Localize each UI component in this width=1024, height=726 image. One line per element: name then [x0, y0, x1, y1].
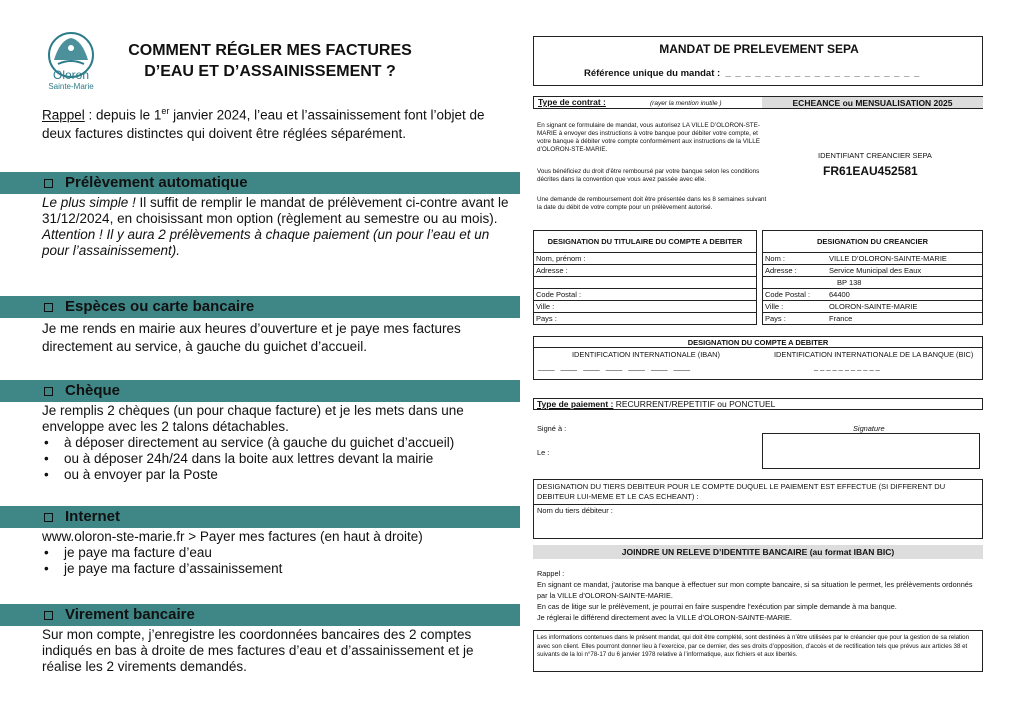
- mandate-paragraph-1: En signant ce formulaire de mandat, vous autorisez LA VILLE D’OLORON-STE-MARIE à envoyer des instructions à votre banque pour débiter votre compte, et votre banque à débiter votre compte conformément aux instructions de la VILLE d’OLORON-STE-MARIE.: [537, 122, 760, 153]
- bic-label: IDENTIFICATION INTERNATIONALE DE LA BANQUE (BIC): [774, 350, 974, 359]
- signature-label: Signature: [853, 424, 885, 433]
- signature-box[interactable]: [762, 433, 980, 469]
- checkbox-icon: [44, 611, 53, 620]
- list-item: • je paye ma facture d’eau: [42, 545, 512, 561]
- mandate-reminder: [537, 568, 977, 623]
- third-party-name-field[interactable]: Nom du tiers débiteur :: [537, 506, 613, 515]
- creditor-row: [763, 289, 982, 301]
- payment-type-row: [533, 398, 983, 410]
- section-title-prelevement: [44, 172, 248, 194]
- logo-text: [40, 70, 102, 92]
- field-label: Adresse :: [765, 266, 797, 275]
- date-label: Le :: [537, 448, 550, 457]
- list-item: • ou à déposer 24h/24 dans la boite aux lettres devant la mairie: [42, 451, 512, 467]
- section-title-text: Virement bancaire: [65, 606, 195, 623]
- title-line-2: D’EAU ET D’ASSAINISSEMENT ?: [144, 63, 396, 80]
- field-label: Adresse :: [536, 266, 568, 275]
- intro-italic: Le plus simple !: [42, 195, 136, 210]
- payment-type-label: Type de paiement :: [537, 399, 614, 409]
- logo-name: Oloron: [52, 68, 90, 82]
- checkbox-icon: [44, 179, 53, 188]
- field-label: Code Postal :: [765, 290, 811, 299]
- internet-list: [42, 545, 512, 577]
- page-title: [120, 40, 420, 82]
- account-to-debit-box: [533, 336, 983, 380]
- holder-address-field[interactable]: [534, 265, 756, 277]
- field-label: Ville :: [536, 302, 555, 311]
- creditor-id-label: IDENTIFIANT CREANCIER SEPA: [818, 151, 932, 160]
- rappel-paragraph: [42, 102, 512, 143]
- signed-at-label: Signé à :: [537, 424, 567, 433]
- section-body-virement: Sur mon compte, j’enregistre les coordonnées bancaires des 2 comptes indiqués en bas à droite de mes factures d’eau et d’assainissement et je réalise les 2 virements demandés.: [42, 627, 474, 674]
- reference-label: Référence unique du mandat :: [584, 68, 721, 79]
- section-title-virement: [44, 604, 195, 626]
- mandate-paragraph-3: Une demande de remboursement doit être présentée dans les 8 semaines suivant la date du débit de votre compte pour un prélèvement autorisé.: [537, 196, 767, 211]
- field-value: OLORON-SAINTE-MARIE: [829, 302, 918, 311]
- internet-link[interactable]: www.oloron-ste-marie.fr > Payer mes factures (en haut à droite): [42, 529, 423, 544]
- field-value: France: [829, 314, 853, 323]
- creditor-row: [763, 301, 982, 313]
- checkbox-icon: [44, 513, 53, 522]
- field-value: Service Municipal des Eaux: [829, 266, 922, 275]
- mandate-title: MANDAT DE PRELEVEMENT SEPA: [659, 42, 859, 56]
- list-item: • à déposer directement au service (à gauche du guichet d’accueil): [42, 435, 512, 451]
- cheque-text: Je remplis 2 chèques (un pour chaque facture) et je les mets dans une enveloppe avec les 2 talons détachables.: [42, 403, 464, 434]
- holder-name-field[interactable]: [534, 253, 756, 265]
- list-item: • ou à envoyer par la Poste: [42, 467, 512, 483]
- logo-sub: Sainte-Marie: [48, 82, 94, 91]
- account-holder-header: DESIGNATION DU TITULAIRE DU COMPTE A DEBITER: [534, 231, 756, 253]
- list-item: • je paye ma facture d’assainissement: [42, 561, 512, 577]
- rappel-text-1: : depuis le 1: [84, 107, 162, 123]
- holder-address-line-2[interactable]: [534, 277, 756, 289]
- contract-type-label: Type de contrat :: [538, 97, 606, 107]
- account-to-debit-header: DESIGNATION DU COMPTE A DEBITER: [534, 337, 982, 348]
- section-body-internet: [42, 529, 512, 577]
- iban-field[interactable]: ____ ____ ____ ____ ____ ____ ____: [538, 362, 691, 371]
- field-label: Nom :: [765, 254, 786, 263]
- section-title-text: Espèces ou carte bancaire: [65, 298, 255, 315]
- field-value: VILLE D’OLORON-SAINTE-MARIE: [829, 254, 947, 263]
- contract-type-row: [533, 96, 983, 109]
- section-title-especes: [44, 296, 254, 318]
- field-label: Nom, prénom :: [536, 254, 586, 263]
- holder-postal-field[interactable]: [534, 289, 756, 301]
- creditor-row: [763, 253, 982, 265]
- iban-label: IDENTIFICATION INTERNATIONALE (IBAN): [572, 350, 720, 359]
- contract-type-hint: (rayer la mention inutile ): [650, 100, 722, 107]
- field-value: 64400: [829, 290, 850, 299]
- reminder-line: Rappel :: [537, 569, 565, 578]
- creditor-row: [763, 265, 982, 277]
- field-label: Code Postal :: [536, 290, 582, 299]
- field-label: Pays :: [536, 314, 557, 323]
- privacy-info-box: Les informations contenues dans le présent mandat, qui doit être complété, sont destinées à n’être utilisées par le créancier que pour la gestion de sa relation avec son client. Elles pourront donner lieu à l’exercice, par ce dernier, des ses droits d’opposition, d’accès et de rectification tels que prévus aux articles 38 et suivants de la loi n°78-17 du 6 janvier 1978 relative à l’informatique, aux fichiers et aux libertés.: [533, 630, 983, 672]
- rib-bar: JOINDRE UN RELEVE D’IDENTITE BANCAIRE (au format IBAN BIC): [533, 545, 983, 559]
- mandate-header-box: [533, 36, 983, 86]
- checkbox-icon: [44, 303, 53, 312]
- payment-type-value[interactable]: RECURRENT/REPETITIF ou PONCTUEL: [613, 399, 776, 409]
- creditor-box: [762, 230, 983, 325]
- account-holder-box: [533, 230, 757, 325]
- reference-field[interactable]: _ _ _ _ _ _ _ _ _ _ _ _ _ _ _ _ _ _ _ _: [725, 68, 921, 79]
- creditor-header: DESIGNATION DU CREANCIER: [763, 231, 982, 253]
- section-title-cheque: [44, 380, 120, 402]
- creditor-id-value: FR61EAU452581: [823, 164, 918, 178]
- section-body-prelevement: [42, 195, 512, 259]
- rappel-label: Rappel: [42, 107, 85, 123]
- field-label: Ville :: [765, 302, 784, 311]
- section-body-especes: Je me rends en mairie aux heures d’ouverture et je paye mes factures directement au service, à gauche du guichet d’accueil.: [42, 321, 461, 354]
- creditor-row: [763, 277, 982, 289]
- cheque-list: [42, 435, 512, 483]
- creditor-row: [763, 313, 982, 325]
- section-body-cheque: [42, 403, 512, 483]
- section-title-text: Chèque: [65, 382, 121, 399]
- checkbox-icon: [44, 387, 53, 396]
- field-value: BP 138: [837, 278, 862, 287]
- mandate-reference: [584, 69, 920, 78]
- reminder-line: En signant ce mandat, j’autorise ma banque à effectuer sur mon compte bancaire, si sa situation le permet, les prélèvements ordonnés par la VILLE d’OLORON-SAINTE-MARIE.: [537, 580, 973, 600]
- section-title-text: Internet: [65, 508, 121, 525]
- third-party-text: DESIGNATION DU TIERS DEBITEUR POUR LE COMPTE DUQUEL LE PAIEMENT EST EFFECTUE (SI DIFFERENT DU DEBITEUR LUI-MEME ET LE CAS ECHEANT) :: [534, 480, 982, 505]
- reminder-line: Je réglerai le différend directement avec la VILLE d’OLORON-SAINTE-MARIE.: [537, 613, 792, 622]
- rappel-sup: er: [161, 106, 170, 116]
- title-line-1: COMMENT RÉGLER MES FACTURES: [128, 42, 412, 59]
- field-label: Pays :: [765, 314, 786, 323]
- rappel-text-2: janvier 2024, l’eau et l’assainissement font l’objet de deux factures distinctes qui doivent être réglées séparément.: [42, 107, 485, 141]
- section-title-text: Prélèvement automatique: [65, 174, 248, 191]
- third-party-box: [533, 479, 983, 539]
- intro-rest: Il suffit de remplir le mandat de prélèvement ci-contre avant le 31/12/2024, en choisissant mon option (règlement au semestre ou au mois).: [42, 195, 509, 226]
- reminder-line: En cas de litige sur le prélèvement, je pourrai en faire suspendre l’exécution par simple demande à ma banque.: [537, 602, 897, 611]
- holder-country-field[interactable]: [534, 313, 756, 325]
- bic-field[interactable]: _ _ _ _ _ _ _ _ _ _ _: [814, 362, 880, 371]
- contract-type-options[interactable]: ECHEANCE ou MENSUALISATION 2025: [762, 97, 983, 108]
- mandate-paragraph-2: Vous bénéficiez du droit d’être remboursé par votre banque selon les conditions décrites dans la convention que vous avez passée avec elle.: [537, 168, 760, 183]
- holder-city-field[interactable]: [534, 301, 756, 313]
- attention-note: Attention ! Il y aura 2 prélèvements à chaque paiement (un pour l’eau et un pour l’assainissement).: [42, 227, 490, 258]
- section-title-internet: [44, 506, 120, 528]
